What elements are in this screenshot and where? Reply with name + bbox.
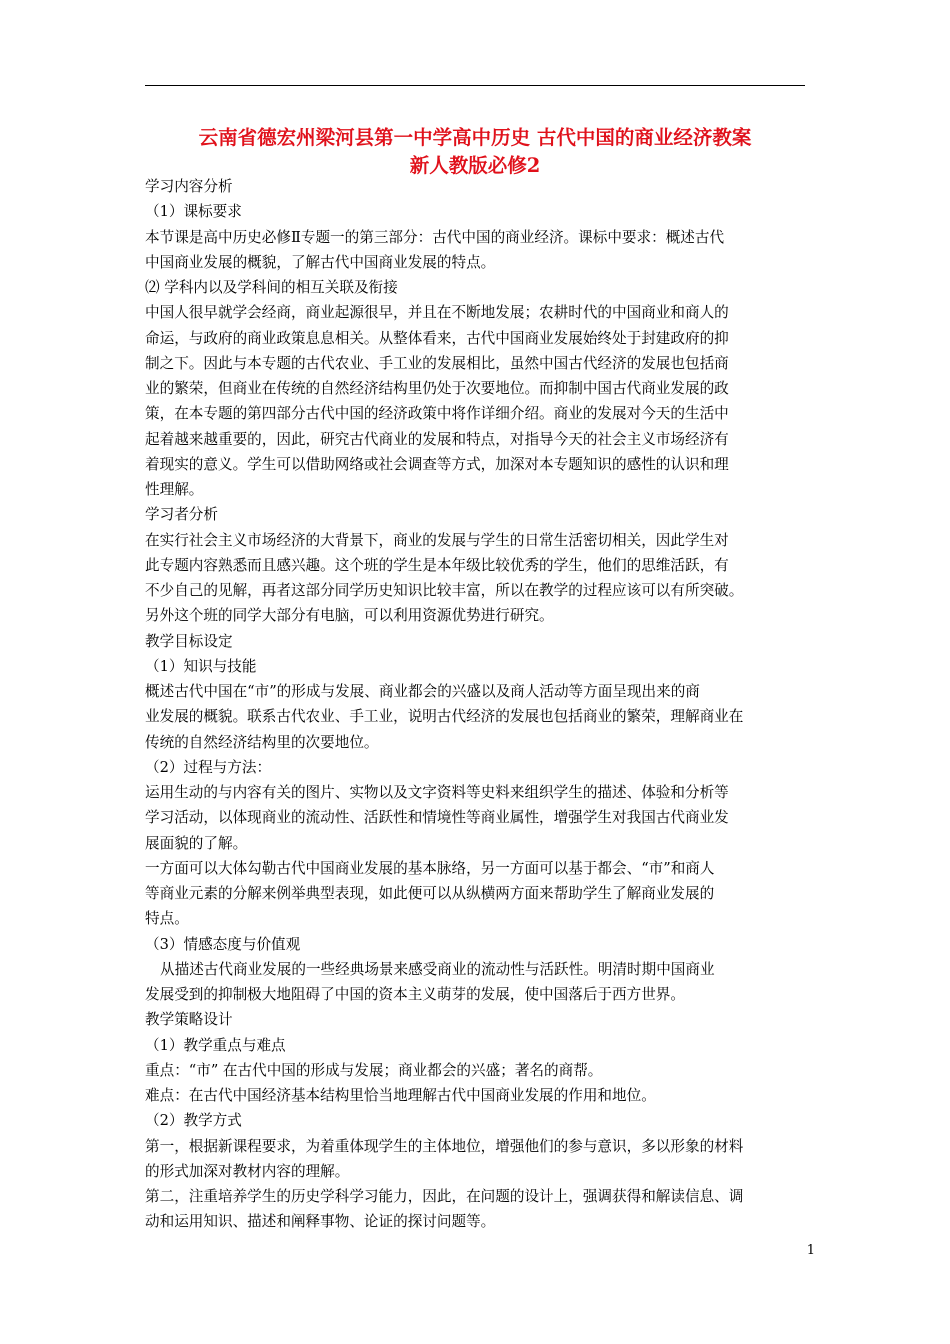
paragraph-line: 从描述古代商业发展的一些经典场景来感受商业的流动性与活跃性。明清时期中国商业 [160, 960, 715, 978]
section-heading: 教学策略设计 [145, 1011, 233, 1029]
paragraph-line: 本节课是高中历史必修Ⅱ专题一的第三部分：古代中国的商业经济。课标中要求：概述古代 [145, 228, 725, 246]
paragraph-line: 命运，与政府的商业政策息息相关。从整体看来，古代中国商业发展始终处于封建政府的抑 [145, 329, 729, 347]
paragraph-line: 在实行社会主义市场经济的大背景下，商业的发展与学生的日常生活密切相关，因此学生对 [145, 531, 729, 549]
subsection-heading: （2）教学方式 [145, 1112, 242, 1130]
paragraph-line: 重点：“市” 在古代中国的形成与发展；商业都会的兴盛；著名的商帮。 [145, 1061, 603, 1079]
document-title-line-2: 新人教版必修2 [409, 154, 541, 177]
paragraph-line: 起着越来越重要的，因此，研究古代商业的发展和特点，对指导今天的社会主义市场经济有 [145, 430, 729, 448]
page-number: 1 [806, 1243, 815, 1258]
paragraph-line: 中国人很早就学会经商，商业起源很早，并且在不断地发展；农耕时代的中国商业和商人的 [145, 304, 729, 322]
paragraph-line: 另外这个班的同学大部分有电脑，可以利用资源优势进行研究。 [145, 607, 554, 625]
subsection-heading: （3）情感态度与价值观 [145, 935, 301, 953]
paragraph-line: 特点。 [145, 910, 189, 928]
paragraph-line: 着现实的意义。学生可以借助网络或社会调查等方式，加深对本专题知识的感性的认识和理 [145, 455, 729, 473]
paragraph-line: 业的繁荣，但商业在传统的自然经济结构里仍处于次要地位。而抑制中国古代商业发展的政 [145, 380, 729, 397]
paragraph-line: 第二，注重培养学生的历史学科学习能力，因此，在问题的设计上，强调获得和解读信息、调 [145, 1188, 744, 1205]
paragraph-line: 的形式加深对教材内容的理解。 [145, 1162, 350, 1180]
paragraph-line: 概述古代中国在“市”的形成与发展、商业都会的兴盛以及商人活动等方面呈现出来的商 [145, 683, 700, 700]
subsection-heading: ⑵ 学科内以及学科间的相互关联及衔接 [145, 279, 398, 296]
subsection-heading: （1）教学重点与难点 [145, 1036, 286, 1054]
document-title-line-1: 云南省德宏州梁河县第一中学高中历史 古代中国的商业经济教案 [198, 126, 752, 149]
paragraph-line: 制之下。因此与本专题的古代农业、手工业的发展相比，虽然中国古代经济的发展也包括商 [145, 354, 729, 372]
paragraph-line: 运用生动的与内容有关的图片、实物以及文字资料等史料来组织学生的描述、体验和分析等 [145, 784, 729, 801]
paragraph-line: 发展受到的抑制极大地阻碍了中国的资本主义萌芽的发展，使中国落后于西方世界。 [145, 986, 685, 1003]
paragraph-line: 等商业元素的分解来例举典型表现，如此便可以从纵横两方面来帮助学生了解商业发展的 [145, 885, 715, 902]
paragraph-line: 不少自己的见解，再者这部分同学历史知识比较丰富，所以在教学的过程应该可以有所突破。 [145, 582, 744, 599]
paragraph-line: 第一，根据新课程要求，为着重体现学生的主体地位，增强他们的参与意识，多以形象的材料 [145, 1137, 744, 1155]
paragraph-line: 业发展的概貌。联系古代农业、手工业，说明古代经济的发展也包括商业的繁荣，理解商业在 [145, 708, 744, 726]
paragraph-line: 一方面可以大体勾勒古代中国商业发展的基本脉络，另一方面可以基于都会、“市”和商人 [145, 859, 715, 877]
paragraph-line: 性理解。 [145, 481, 204, 498]
paragraph-line: 策，在本专题的第四部分古代中国的经济政策中将作详细介绍。商业的发展对今天的生活中 [145, 405, 729, 423]
paragraph-line: 传统的自然经济结构里的次要地位。 [145, 733, 379, 751]
paragraph-line: 中国商业发展的概貌，了解古代中国商业发展的特点。 [145, 253, 496, 271]
header-rule [145, 85, 805, 86]
paragraph-line: 学习活动，以体现商业的流动性、活跃性和情境性等商业属性，增强学生对我国古代商业发 [145, 809, 729, 827]
paragraph-line: 此专题内容熟悉而且感兴趣。这个班的学生是本年级比较优秀的学生，他们的思维活跃，有 [145, 556, 729, 574]
subsection-heading: （2）过程与方法： [145, 758, 272, 776]
document-body [145, 174, 813, 1235]
paragraph-line: 展面貌的了解。 [145, 834, 248, 852]
section-heading: 学习者分析 [145, 506, 218, 524]
paragraph-line: 难点：在古代中国经济基本结构里恰当地理解古代中国商业发展的作用和地位。 [145, 1087, 656, 1104]
section-heading: 教学目标设定 [145, 632, 233, 650]
section-heading: 学习内容分析 [145, 178, 233, 195]
subsection-heading: （1）课标要求 [145, 203, 242, 221]
subsection-heading: （1）知识与技能 [145, 657, 257, 675]
paragraph-line: 动和运用知识、描述和阐释事物、论证的探讨问题等。 [145, 1213, 496, 1231]
